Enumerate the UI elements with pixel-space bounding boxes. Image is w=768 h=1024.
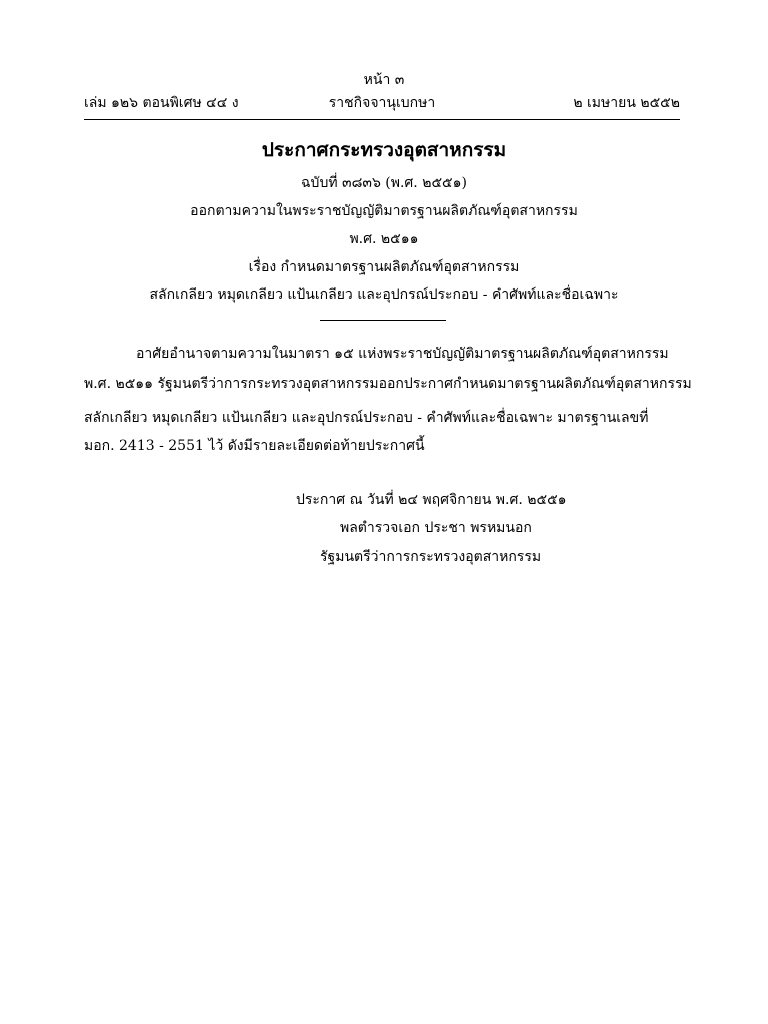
body-line-3: สลักเกลียว หมุดเกลียว แป้นเกลียว และอุปกรณ์ประกอบ - คำศัพท์และชื่อเฉพาะ มาตรฐานเลขที่ — [84, 410, 649, 426]
signer-position: รัฐมนตรีว่าการกระทรวงอุตสาหกรรม — [320, 549, 542, 565]
gazette-header — [84, 92, 680, 114]
body-line-2: พ.ศ. ๒๕๑๑ รัฐมนตรีว่าการกระทรวงอุตสาหกรรมออกประกาศกำหนดมาตรฐานผลิตภัณฑ์อุตสาหกรรม — [84, 376, 692, 392]
announcement-title: ประกาศกระทรวงอุตสาหกรรม — [261, 139, 507, 161]
gazette-name: ราชกิจจานุเบกษา — [328, 95, 436, 111]
act-year: พ.ศ. ๒๕๑๑ — [349, 231, 419, 247]
signer-name: พลตำรวจเอก ประชา พรหมนอก — [340, 520, 532, 536]
publication-date: ๒ เมษายน ๒๕๕๒ — [573, 95, 680, 111]
volume-info: เล่ม ๑๒๖ ตอนพิเศษ ๔๔ ง — [84, 95, 239, 111]
section-divider — [320, 320, 446, 321]
issued-under: ออกตามความในพระราชบัญญัติมาตรฐานผลิตภัณฑ์อุตสาหกรรม — [190, 203, 578, 219]
announcement-date: ประกาศ ณ วันที่ ๒๔ พฤศจิกายน พ.ศ. ๒๕๕๑ — [296, 492, 567, 508]
page-number: หน้า ๓ — [363, 72, 405, 88]
announcement-subject: เรื่อง กำหนดมาตรฐานผลิตภัณฑ์อุตสาหกรรม — [248, 259, 520, 275]
body-line-4: มอก. 2413 - 2551 ไว้ ดังมีรายละเอียดต่อท้ายประกาศนี้ — [84, 438, 425, 454]
subject-detail: สลักเกลียว หมุดเกลียว แป้นเกลียว และอุปกรณ์ประกอบ - คำศัพท์และชื่อเฉพาะ — [149, 287, 619, 303]
announcement-issue: ฉบับที่ ๓๘๓๖ (พ.ศ. ๒๕๕๑) — [301, 175, 467, 191]
header-divider — [84, 119, 680, 120]
body-line-1: อาศัยอำนาจตามความในมาตรา ๑๕ แห่งพระราชบัญญัติมาตรฐานผลิตภัณฑ์อุตสาหกรรม — [136, 346, 669, 362]
